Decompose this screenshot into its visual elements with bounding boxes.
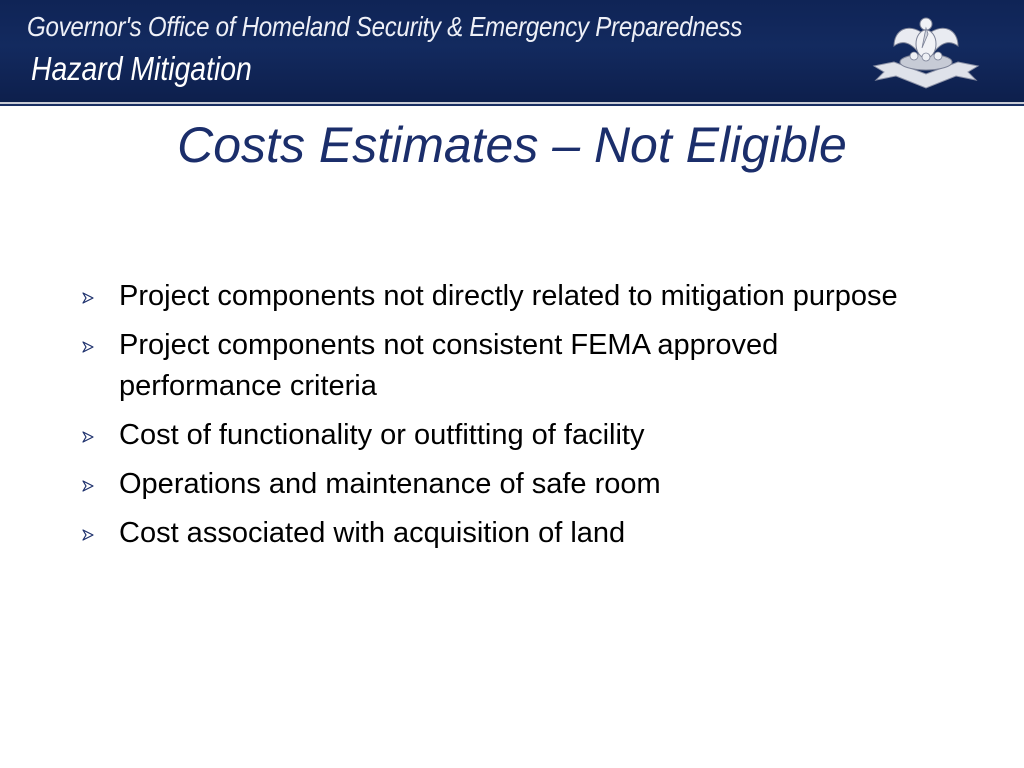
bullet-item	[80, 415, 930, 456]
bullet-text: Cost of functionality or outfitting of facility	[119, 419, 645, 451]
program-name: Hazard Mitigation	[31, 50, 252, 87]
arrowhead-bullet-icon	[82, 480, 94, 492]
bullet-text: Project components not consistent FEMA approved performance criteria	[119, 329, 779, 402]
header-banner	[0, 0, 1024, 104]
slide-title: Costs Estimates – Not Eligible	[177, 117, 847, 173]
bullet-text: Cost associated with acquisition of land	[119, 517, 626, 549]
bullet-item	[80, 513, 930, 554]
bullet-list	[80, 276, 930, 562]
arrowhead-bullet-icon	[82, 341, 94, 353]
bullet-text: Project components not directly related to mitigation purpose	[119, 280, 898, 312]
louisiana-pelican-seal-icon	[864, 4, 988, 100]
organization-name: Governor's Office of Homeland Security & Emergency Preparedness	[27, 11, 743, 42]
bullet-item	[80, 276, 930, 317]
arrowhead-bullet-icon	[82, 431, 94, 443]
bullet-text: Operations and maintenance of safe room	[119, 468, 661, 500]
arrowhead-bullet-icon	[82, 292, 94, 304]
bullet-item	[80, 325, 930, 407]
arrowhead-bullet-icon	[82, 529, 94, 541]
bullet-item	[80, 464, 930, 505]
